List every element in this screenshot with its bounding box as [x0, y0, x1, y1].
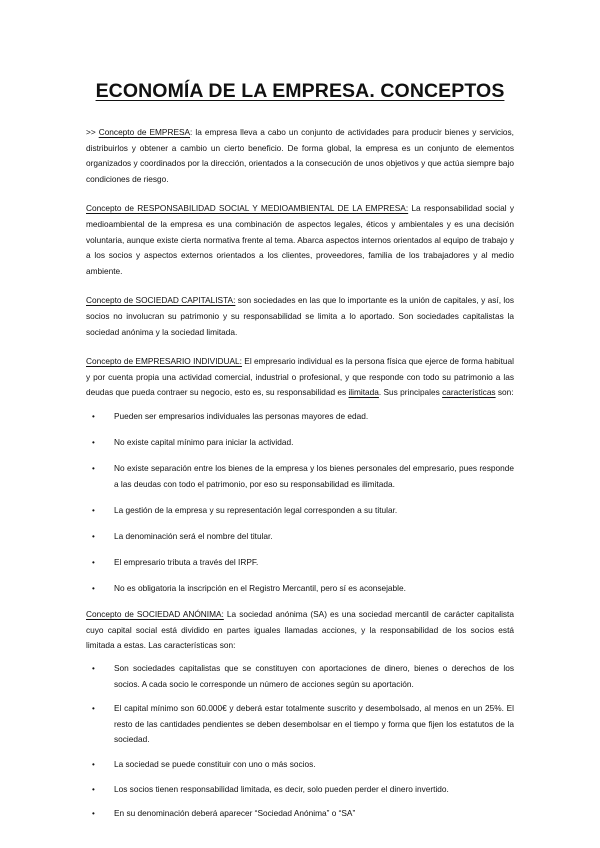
list-item [86, 782, 514, 798]
rsc-body: La responsabilidad social y medioambiental de la empresa es una combinación de aspectos legales, éticos y ambientales y es una decisión voluntaria, aunque existe cierta normativa frente al tema. Abarca aspectos internos orientados al equipo de trabajo y a los socios y aspectos externos orientados a los clientes, proveedores, familia de los trabajadores y al medio ambiente. [86, 203, 514, 276]
empresa-prefix: >> [86, 127, 99, 137]
list-item [86, 581, 514, 597]
sociedad-anonima-list [86, 661, 514, 822]
list-item [86, 806, 514, 822]
empresario-individual-term: Concepto de EMPRESARIO INDIVIDUAL: [86, 356, 242, 367]
empresario-individual-paragraph [86, 354, 514, 401]
bullet-icon: • [92, 557, 95, 567]
empresario-individual-body-2: . Sus principales [378, 387, 443, 398]
ilimitada-word: ilimitada [348, 387, 379, 398]
bullet-icon: • [92, 584, 95, 594]
list-item-text: El empresario tributa a través del IRPF. [114, 556, 259, 567]
list-item-text: El capital mínimo son 60.000€ y deberá estar totalmente suscrito y desembolsado, al menos en un 25%. El resto de las cantidades pendientes se deben desembolsar en el tiempo y forma que fijen los estatutos de la sociedad. [114, 703, 514, 745]
list-item [86, 757, 514, 773]
sociedad-anonima-term: Concepto de SOCIEDAD ANÓNIMA: [86, 609, 224, 620]
list-item [86, 529, 514, 545]
bullet-icon: • [92, 505, 95, 515]
list-item-text: No es obligatoria la inscripción en el Registro Mercantil, pero sí es aconsejable. [114, 583, 406, 594]
bullet-icon: • [92, 759, 95, 769]
list-item [86, 503, 514, 519]
list-item [86, 701, 514, 748]
list-item-text: Pueden ser empresarios individuales las personas mayores de edad. [114, 410, 369, 421]
sociedad-capitalista-paragraph [86, 293, 514, 340]
sociedad-capitalista-body: son sociedades en las que lo importante es la unión de capitales, y así, los socios no involucran su patrimonio y su responsabilidad se limita a lo aportado. Son sociedades capitalistas la sociedad anónima y la sociedad limitada. [86, 295, 515, 337]
page-title: ECONOMÍA DE LA EMPRESA. CONCEPTOS [95, 80, 505, 102]
list-item [86, 661, 514, 692]
bullet-icon: • [92, 464, 95, 474]
bullet-icon: • [92, 411, 95, 421]
list-item-text: Son sociedades capitalistas que se constituyen con aportaciones de dinero, bienes o derechos de los socios. A cada socio le corresponde un número de acciones según su aportación. [114, 662, 514, 689]
bullet-icon: • [92, 438, 95, 447]
empresa-term: Concepto de EMPRESA [98, 127, 191, 137]
list-item-text: La denominación será el nombre del titular. [114, 530, 273, 541]
empresario-individual-list [86, 409, 514, 597]
rsc-paragraph [86, 201, 514, 279]
list-item-text: No existe capital mínimo para iniciar la actividad. [114, 437, 294, 447]
bullet-icon: • [92, 784, 95, 794]
bullet-icon: • [92, 531, 95, 541]
caracteristicas-word: características [442, 387, 496, 398]
rsc-term: Concepto de RESPONSABILIDAD SOCIAL Y MEDIOAMBIENTAL DE LA EMPRESA: [86, 203, 409, 214]
list-item-text: En su denominación deberá aparecer “Sociedad Anónima” o “SA” [114, 808, 356, 819]
empresario-individual-body-1: El empresario individual es la persona física que ejerce de forma habitual y por cuenta propia una actividad comercial, industrial o profesional, y que responde con todo su patrimonio a las deudas que pueda contraer su negocio, esto es, su responsabilidad es [86, 356, 514, 398]
list-item-text: Los socios tienen responsabilidad limitada, es decir, solo pueden perder el dinero invertido. [114, 783, 449, 794]
sociedad-capitalista-term: Concepto de SOCIEDAD CAPITALISTA: [86, 295, 236, 306]
list-item-text: La sociedad se puede constituir con uno o más socios. [114, 758, 316, 769]
list-item [86, 435, 514, 451]
empresa-colon: : [190, 127, 196, 137]
bullet-icon: • [92, 809, 95, 819]
empresario-individual-body-3: son: [495, 387, 514, 398]
list-item-text: No existe separación entre los bienes de la empresa y los bienes personales del empresario, pues responde a las deudas con todo el patrimonio, por eso su responsabilidad es ilimitada. [114, 463, 514, 489]
list-item [86, 461, 514, 492]
bullet-icon: • [92, 704, 95, 714]
empresa-body: la empresa lleva a cabo un conjunto de actividades para producir bienes y servicios, distribuirlos y obtener a cambio un cierto beneficio. De forma global, la empresa es un conjunto de elementos organizados y coordinados por la dirección, orientados a la consecución de unos objetivos y que actúa siempre bajo condiciones de riesgo. [86, 127, 514, 184]
list-item-text: La gestión de la empresa y su representación legal corresponden a su titular. [114, 504, 398, 515]
list-item [86, 409, 514, 425]
bullet-icon: • [92, 663, 95, 673]
sociedad-anonima-body: La sociedad anónima (SA) es una sociedad mercantil de carácter capitalista cuyo capital social está dividido en partes iguales llamadas acciones, y la responsabilidad de los socios está limitada a estas. Las características son: [86, 609, 514, 651]
sociedad-anonima-paragraph [86, 607, 514, 654]
empresa-paragraph [86, 125, 514, 187]
list-item [86, 555, 514, 571]
